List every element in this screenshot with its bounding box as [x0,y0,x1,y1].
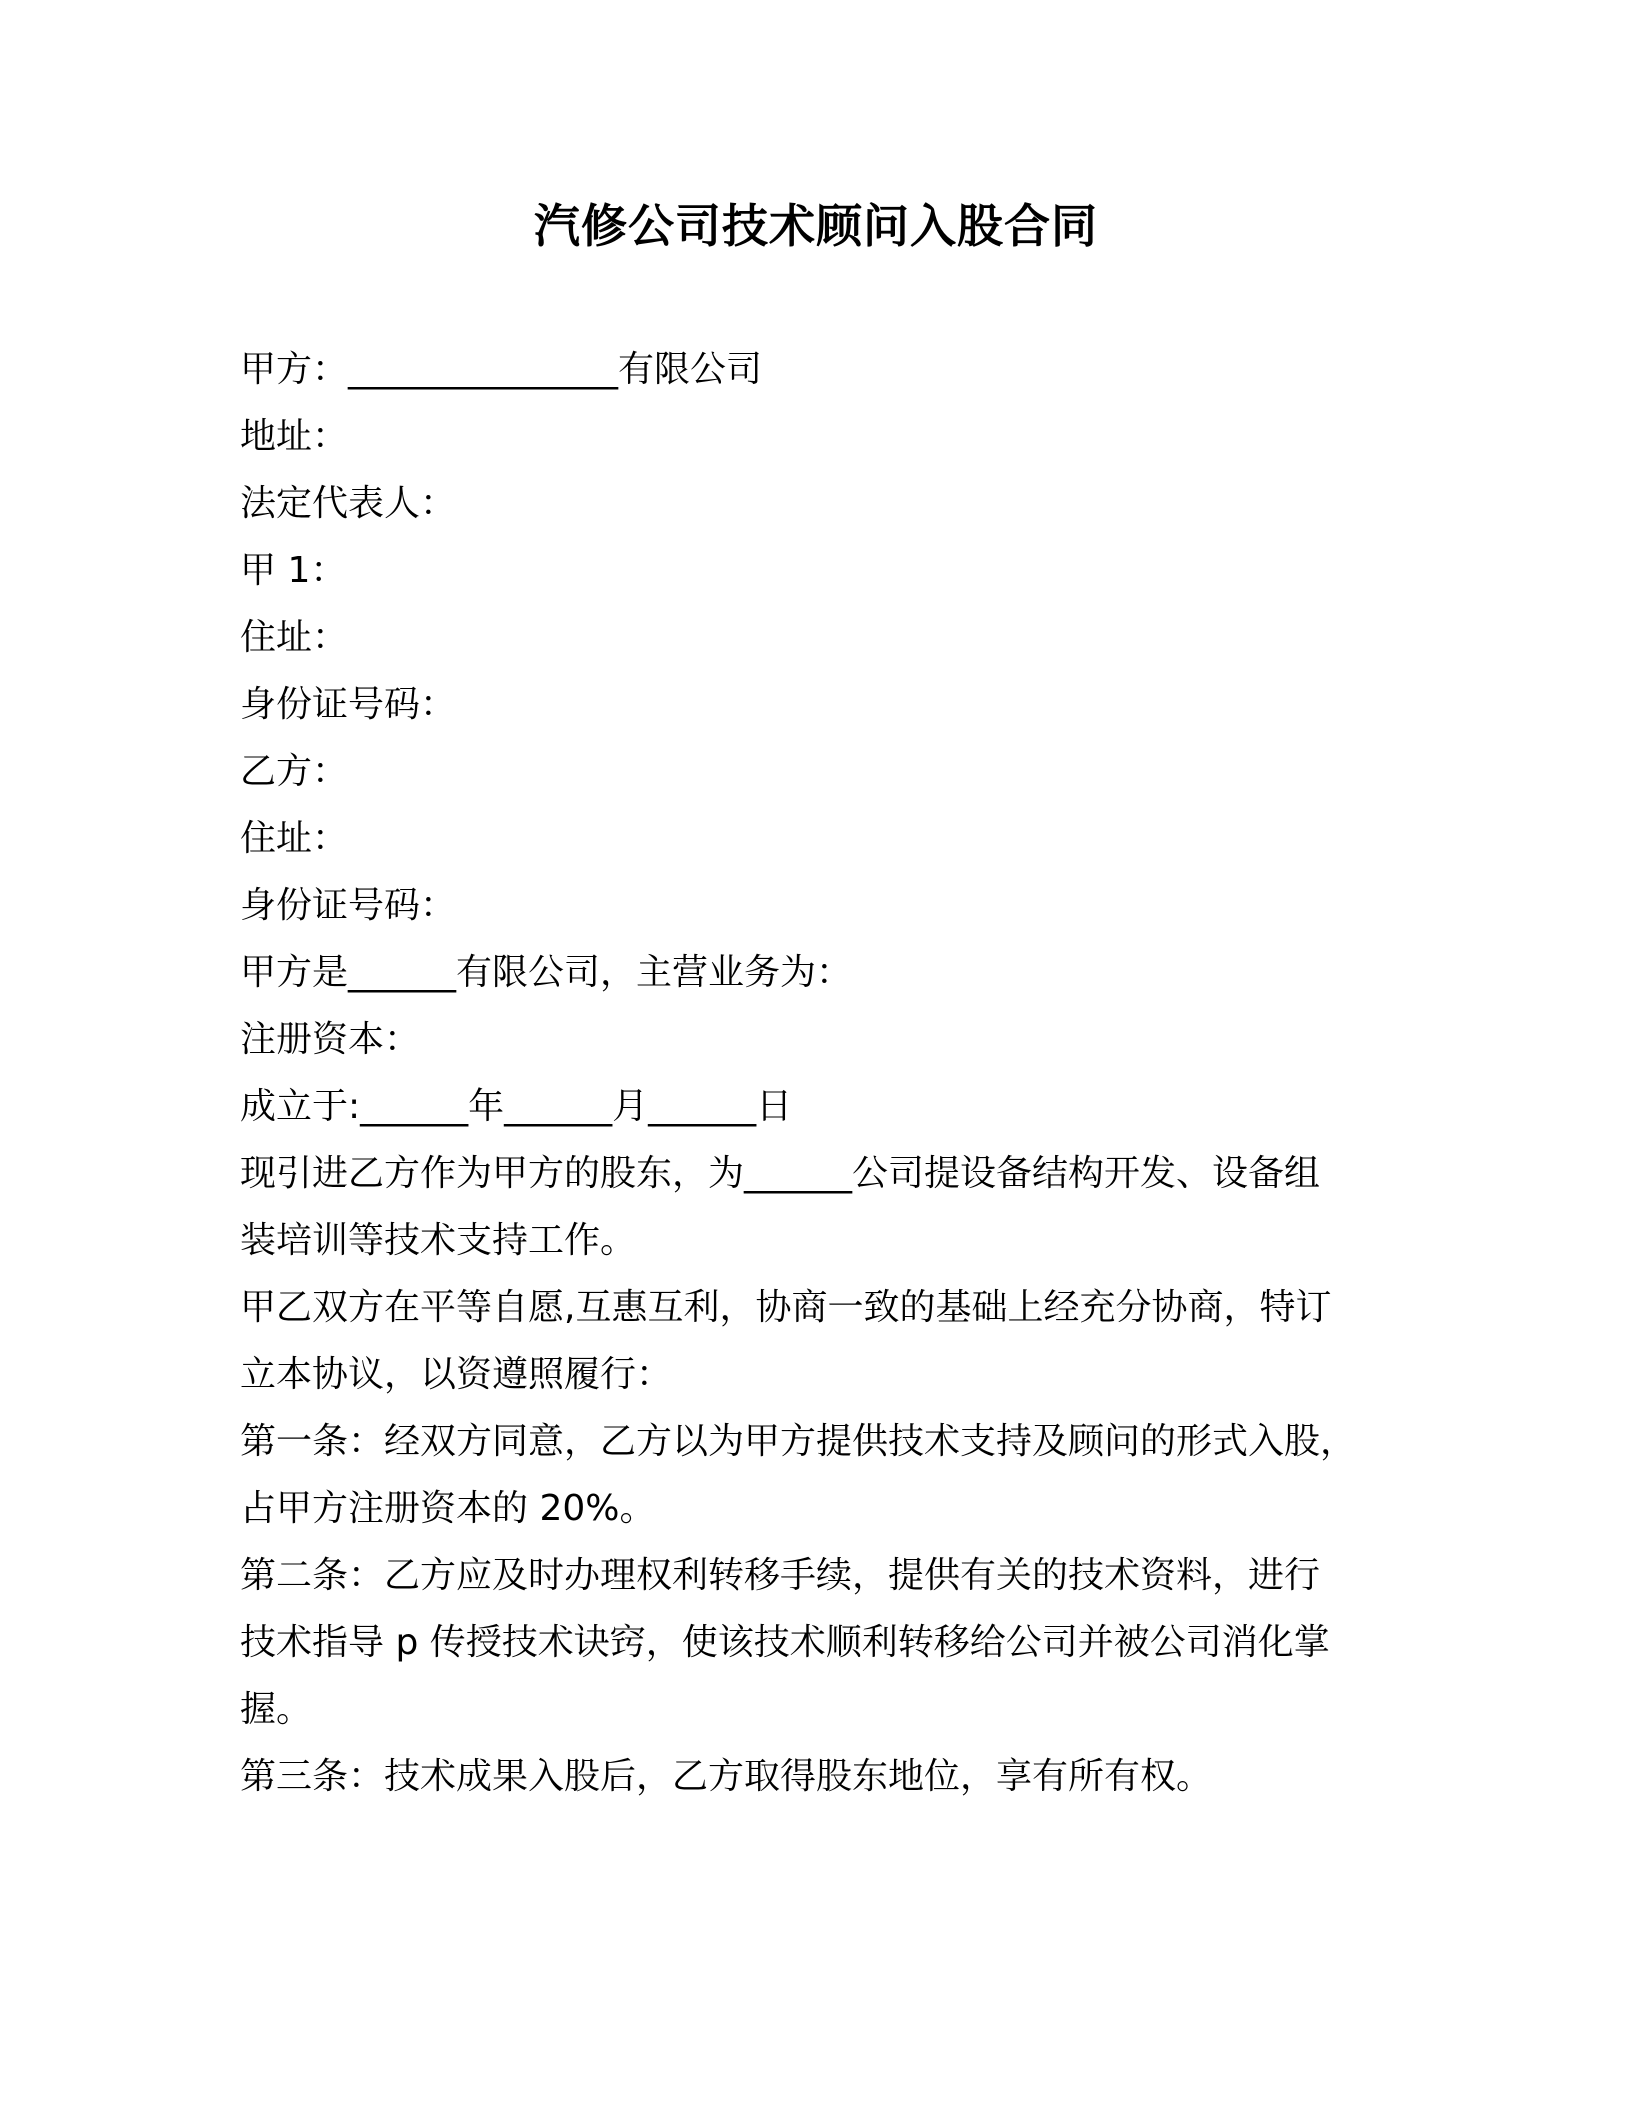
text-line: 立本协议，以资遵照履行： [240,1354,673,1395]
text-line: 法定代表人： [240,483,457,524]
text-line: 乙方： [240,751,349,792]
document-body [240,336,1392,1810]
text-line: 第二条：乙方应及时办理权利转移手续，提供有关的技术资料，进行 [240,1555,1321,1596]
text-line: 身份证号码： [240,885,457,926]
text-line: 成立于:______年______月______日 [240,1086,793,1127]
text-line: 第一条：经双方同意，乙方以为甲方提供技术支持及顾问的形式入股， [240,1421,1357,1462]
text-line: 地址： [240,416,349,457]
text-line: 占甲方注册资本的 20%。 [240,1488,656,1529]
text-line: 甲乙双方在平等自愿,互惠互利，协商一致的基础上经充分协商，特订 [240,1287,1332,1328]
text-line: 甲方是______有限公司，主营业务为： [240,952,853,993]
text-line: 身份证号码： [240,684,457,725]
document-title: 汽修公司技术顾问入股合同 [534,199,1098,253]
text-line: 甲 1： [240,550,347,591]
text-line: 甲方：_______________有限公司 [240,349,763,390]
text-line: 住址： [240,818,349,859]
text-line: 技术指导 p 传授技术诀窍，使该技术顺利转移给公司并被公司消化掌 [240,1622,1330,1663]
text-line: 现引进乙方作为甲方的股东，为______公司提设备结构开发、设备组 [240,1153,1321,1194]
text-line: 住址： [240,617,349,658]
text-line: 装培训等技术支持工作。 [240,1220,637,1261]
text-line: 第三条：技术成果入股后，乙方取得股东地位，享有所有权。 [240,1756,1213,1797]
text-line: 注册资本： [240,1019,421,1060]
text-line: 握。 [240,1689,313,1730]
